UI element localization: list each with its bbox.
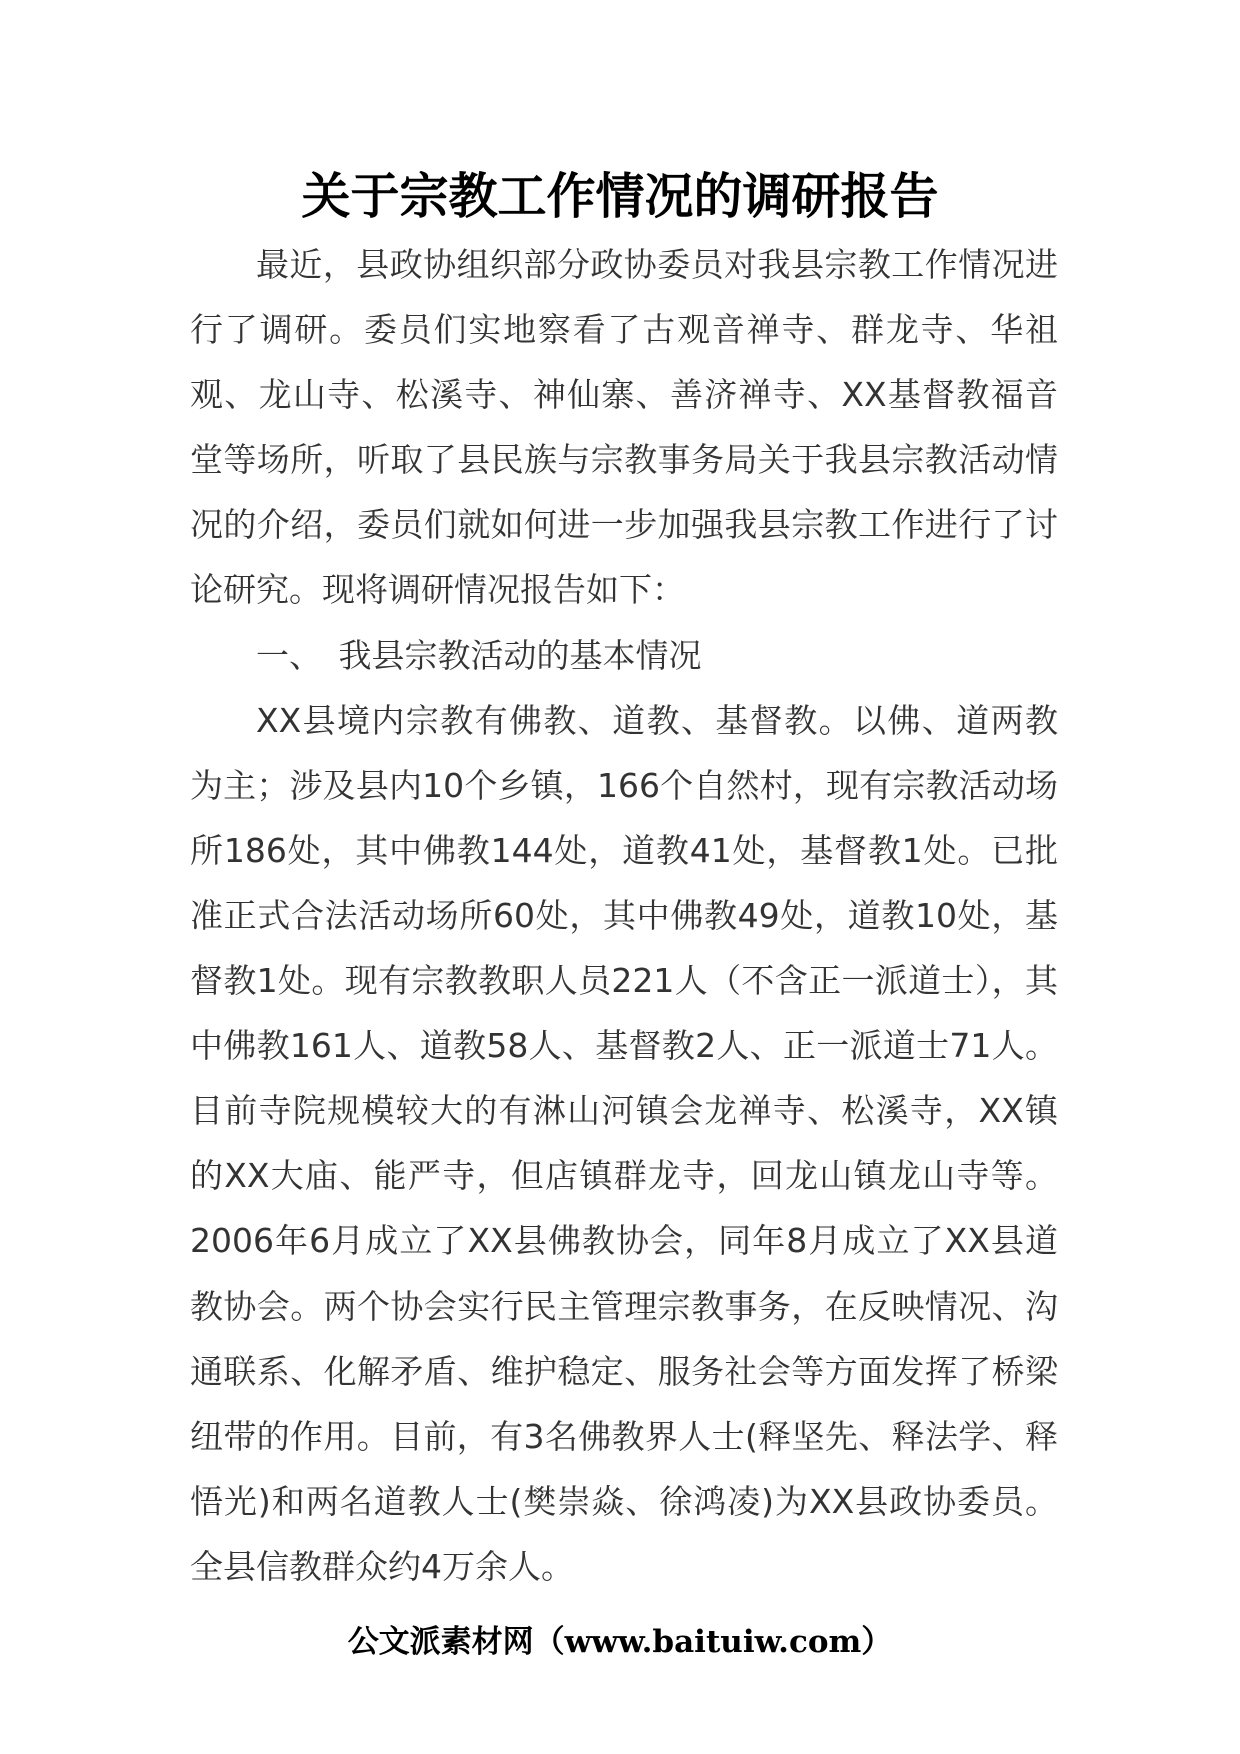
footer-watermark: 公文派素材网（www.baituiw.com） xyxy=(347,1624,893,1660)
intro-paragraph: 最近，县政协组织部分政协委员对我县宗教工作情况进行了调研。委员们实地察看了古观音禅寺、群龙寺、华祖观、龙山寺、松溪寺、神仙寨、善济禅寺、XX基督教福音堂等场所，听取了县民族与宗教事务局关于我县宗教活动情况的介绍，委员们就如何进一步加强我县宗教工作进行了讨论研究。现将调研情况报告如下： xyxy=(190,245,1058,610)
document-title: 关于宗教工作情况的调研报告 xyxy=(301,167,939,225)
basic-situation-paragraph: XX县境内宗教有佛教、道教、基督教。以佛、道两教为主；涉及县内10个乡镇，166个自然村，现有宗教活动场所186处，其中佛教144处，道教41处，基督教1处。已批准正式合法活动场所60处，其中佛教49处，道教10处，基督教1处。现有宗教教职人员221人（不含正一派道士），其中佛教161人、道教58人、基督教2人、正一派道士71人。目前寺院规模较大的有淋山河镇会龙禅寺、松溪寺，XX镇的XX大庙、能严寺，但店镇群龙寺，回龙山镇龙山寺等。2006年6月成立了XX县佛教协会，同年8月成立了XX县道教协会。两个协会实行民主管理宗教事务，在反映情况、沟通联系、化解矛盾、维护稳定、服务社会等方面发挥了桥梁纽带的作用。目前，有3名佛教界人士(释坚先、释法学、释悟光)和两名道教人士(樊崇焱、徐鸿凌)为XX县政协委员。全县信教群众约4万余人。 xyxy=(190,700,1058,1586)
document-body xyxy=(190,232,1058,1599)
section-heading: 一、 我县宗教活动的基本情况 xyxy=(256,635,702,675)
